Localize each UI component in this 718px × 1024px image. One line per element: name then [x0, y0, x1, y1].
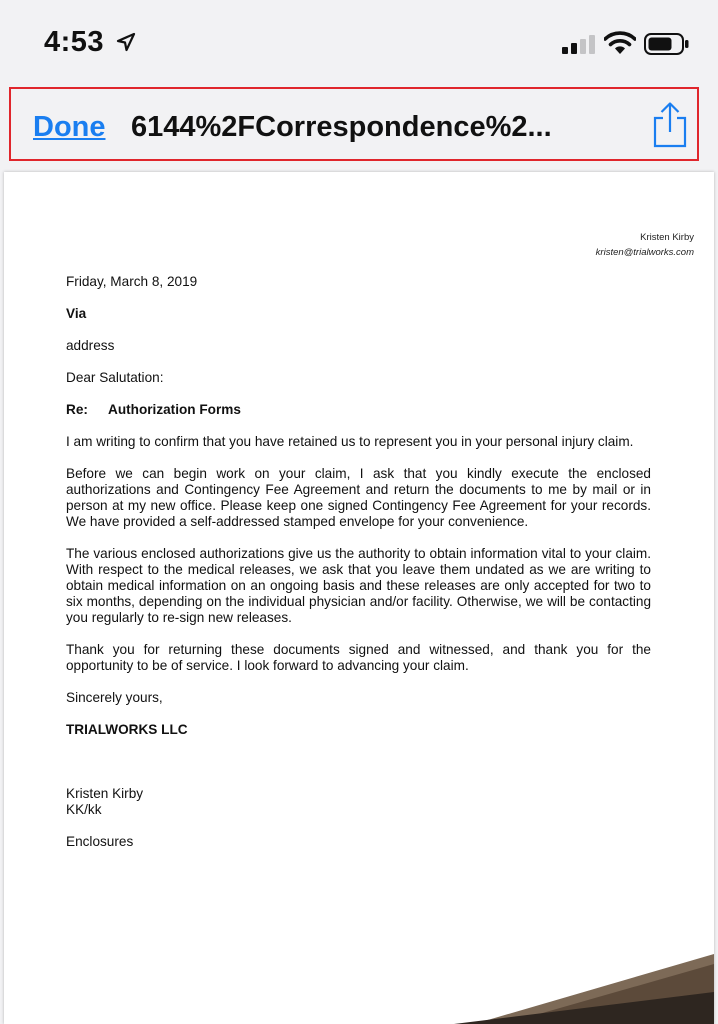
- letter-via: Via: [66, 306, 87, 321]
- sender-name: Kristen Kirby: [640, 232, 694, 243]
- wifi-icon: [604, 31, 636, 55]
- letter-initials: KK/kk: [66, 802, 102, 817]
- location-arrow-icon: [116, 32, 136, 52]
- document-page: [4, 172, 714, 1024]
- letter-signer: Kristen Kirby: [66, 786, 144, 801]
- status-bar: [0, 0, 718, 86]
- letter-salutation: Dear Salutation:: [66, 370, 164, 385]
- letter-re-line: [66, 402, 651, 418]
- done-button[interactable]: Done: [33, 111, 106, 143]
- sender-block: [596, 230, 694, 260]
- sender-email: kristen@trialworks.com: [595, 247, 694, 258]
- re-label: Re:: [66, 402, 88, 417]
- letter-closing: Sincerely yours,: [66, 690, 163, 705]
- letter-paragraph: Thank you for returning these documents signed and witnessed, and thank you for the opportunity to be of service. I look forward to advancing your claim.: [66, 642, 651, 673]
- re-subject: Authorization Forms: [108, 402, 241, 417]
- share-icon[interactable]: [651, 101, 689, 149]
- status-time: 4:53: [44, 26, 105, 58]
- footer-decoration: [414, 954, 714, 1024]
- letter-paragraph: I am writing to confirm that you have retained us to represent you in your personal injury claim.: [66, 434, 634, 449]
- letter-firm: TRIALWORKS LLC: [66, 722, 188, 737]
- document-nav-bar: [9, 87, 699, 161]
- letter-body: [66, 274, 651, 850]
- letter-date: Friday, March 8, 2019: [66, 274, 198, 289]
- cellular-signal-icon: [562, 34, 596, 54]
- document-title: 6144%2FCorrespondence%2...: [131, 111, 552, 143]
- letter-paragraph: Before we can begin work on your claim, I ask that you kindly execute the enclosed authorizations and Contingency Fee Agreement and return the documents to me by mail or in person at my new office. Please keep one signed Contingency Fee Agreement for your records. We have provided a self-addressed stamped envelope for your convenience.: [66, 466, 651, 529]
- letter-enclosures: Enclosures: [66, 834, 134, 849]
- battery-icon: [644, 33, 690, 55]
- letter-address: address: [66, 338, 115, 353]
- letter-paragraph: The various enclosed authorizations give us the authority to obtain information vital to your claim. With respect to the medical releases, we ask that you leave them undated as we are writing to obtain medical information on an ongoing basis and these releases are only accepted for two to six months, depending on the individual physician and/or facility. Otherwise, we will be contacting you regularly to re-sign new releases.: [66, 546, 651, 625]
